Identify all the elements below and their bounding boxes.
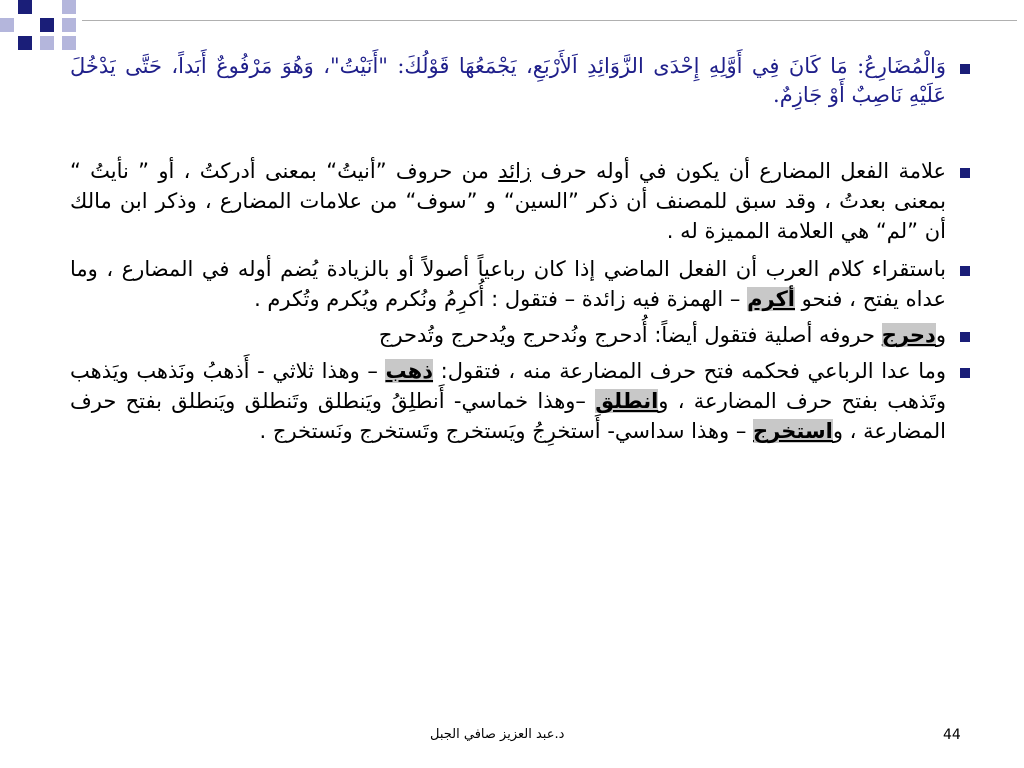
text-run: حروفه أصلية فتقول أيضاً: أُدحرج ونُدحرج ويُدحرج وتُدحرج: [378, 323, 882, 347]
bullet-square-icon: [960, 368, 970, 378]
bullet-square-icon: [960, 168, 970, 178]
slide-number: 44: [943, 727, 961, 743]
decor-square: [62, 36, 76, 50]
text-run: باستقراء كلام العرب أن الفعل الماضي إذا كان رباعياً أصولاً أو بالزيادة يُضم أوله في المضارع ، وما عداه يفتح ، فنحو: [70, 257, 946, 311]
bullet-item: [70, 356, 970, 446]
bullet-text: [70, 356, 946, 446]
bullet-item: [70, 320, 970, 350]
bullet-text: [70, 156, 946, 246]
bullet-text: [70, 320, 946, 350]
text-run: – وهذا سداسي- أَستخرِجُ ويَستخرج وتَستخرج ونَستخرج .: [259, 419, 754, 443]
bullet-item: [70, 156, 970, 246]
highlighted-term: انطلق: [595, 389, 659, 413]
decor-square: [18, 0, 32, 14]
text-run: – وهذا ثلاثي - أَذهبُ ونَذهب ويَذهب وتَذهب بفتح حرف المضارعة ، و: [70, 359, 946, 413]
bullet-text: وَالْمُضَارِعُ: مَا كَانَ فِي أَوَّلِهِ إِحْدَى الزَّوَائِدِ اَلأَرْبَعِ، يَجْمَعُهَا قَوْلُكَ: "أَنَيْتُ"، وَهُوَ مَرْفُوعٌ أَبَداً، حَتَّى يَدْخُلَ عَلَيْهِ نَاصِبٌ أَوْ جَازِمٌ.: [70, 54, 947, 107]
text-run: علامة الفعل المضارع أن يكون في أوله حرف: [531, 159, 947, 183]
text-run: من حروف ”أنيتُ“ بمعنى أدركتُ ، أو ” نأيتُ “ بمعنى بعدتُ ، وقد سبق للمصنف أن ذكر ”السين“ و ”سوف“ من علامات المضارع ، وذكر ابن مالك أن ”لم“ هي العلامة المميزة له .: [70, 159, 946, 243]
decor-square: [40, 36, 54, 50]
decor-square: [62, 0, 76, 14]
decor-square: [18, 36, 32, 50]
bullet-item: [70, 52, 970, 110]
highlighted-term: دحرج: [881, 323, 936, 347]
bullet-square-icon: [960, 266, 970, 276]
highlighted-term: استخرج: [753, 419, 833, 443]
text-run: –وهذا خماسي- أَنطلِقُ ويَنطلق وتَنطلق ويَنطلق بفتح حرف المضارعة ، و: [70, 389, 946, 443]
decor-square: [0, 18, 14, 32]
underlined-term: زائد: [498, 159, 532, 183]
text-run: و: [935, 323, 946, 347]
decor-square: [40, 18, 54, 32]
text-run: وما عدا الرباعي فحكمه فتح حرف المضارعة منه ، فتقول:: [433, 359, 946, 383]
slide-body: [70, 52, 970, 446]
text-run: – الهمزة فيه زائدة – فتقول : أُكرِمُ ونُكرم ويُكرم وتُكرم .: [254, 287, 748, 311]
bullet-text: [70, 254, 946, 314]
bullet-square-icon: [960, 332, 970, 342]
decor-square: [62, 18, 76, 32]
footer-author: د.عبد العزيز صافي الجبل: [430, 727, 565, 742]
bullet-square-icon: [960, 64, 970, 74]
highlighted-term: أكرم: [747, 287, 795, 311]
header-rule: [82, 20, 1017, 21]
bullet-item: [70, 254, 970, 314]
highlighted-term: ذهب: [385, 359, 434, 383]
